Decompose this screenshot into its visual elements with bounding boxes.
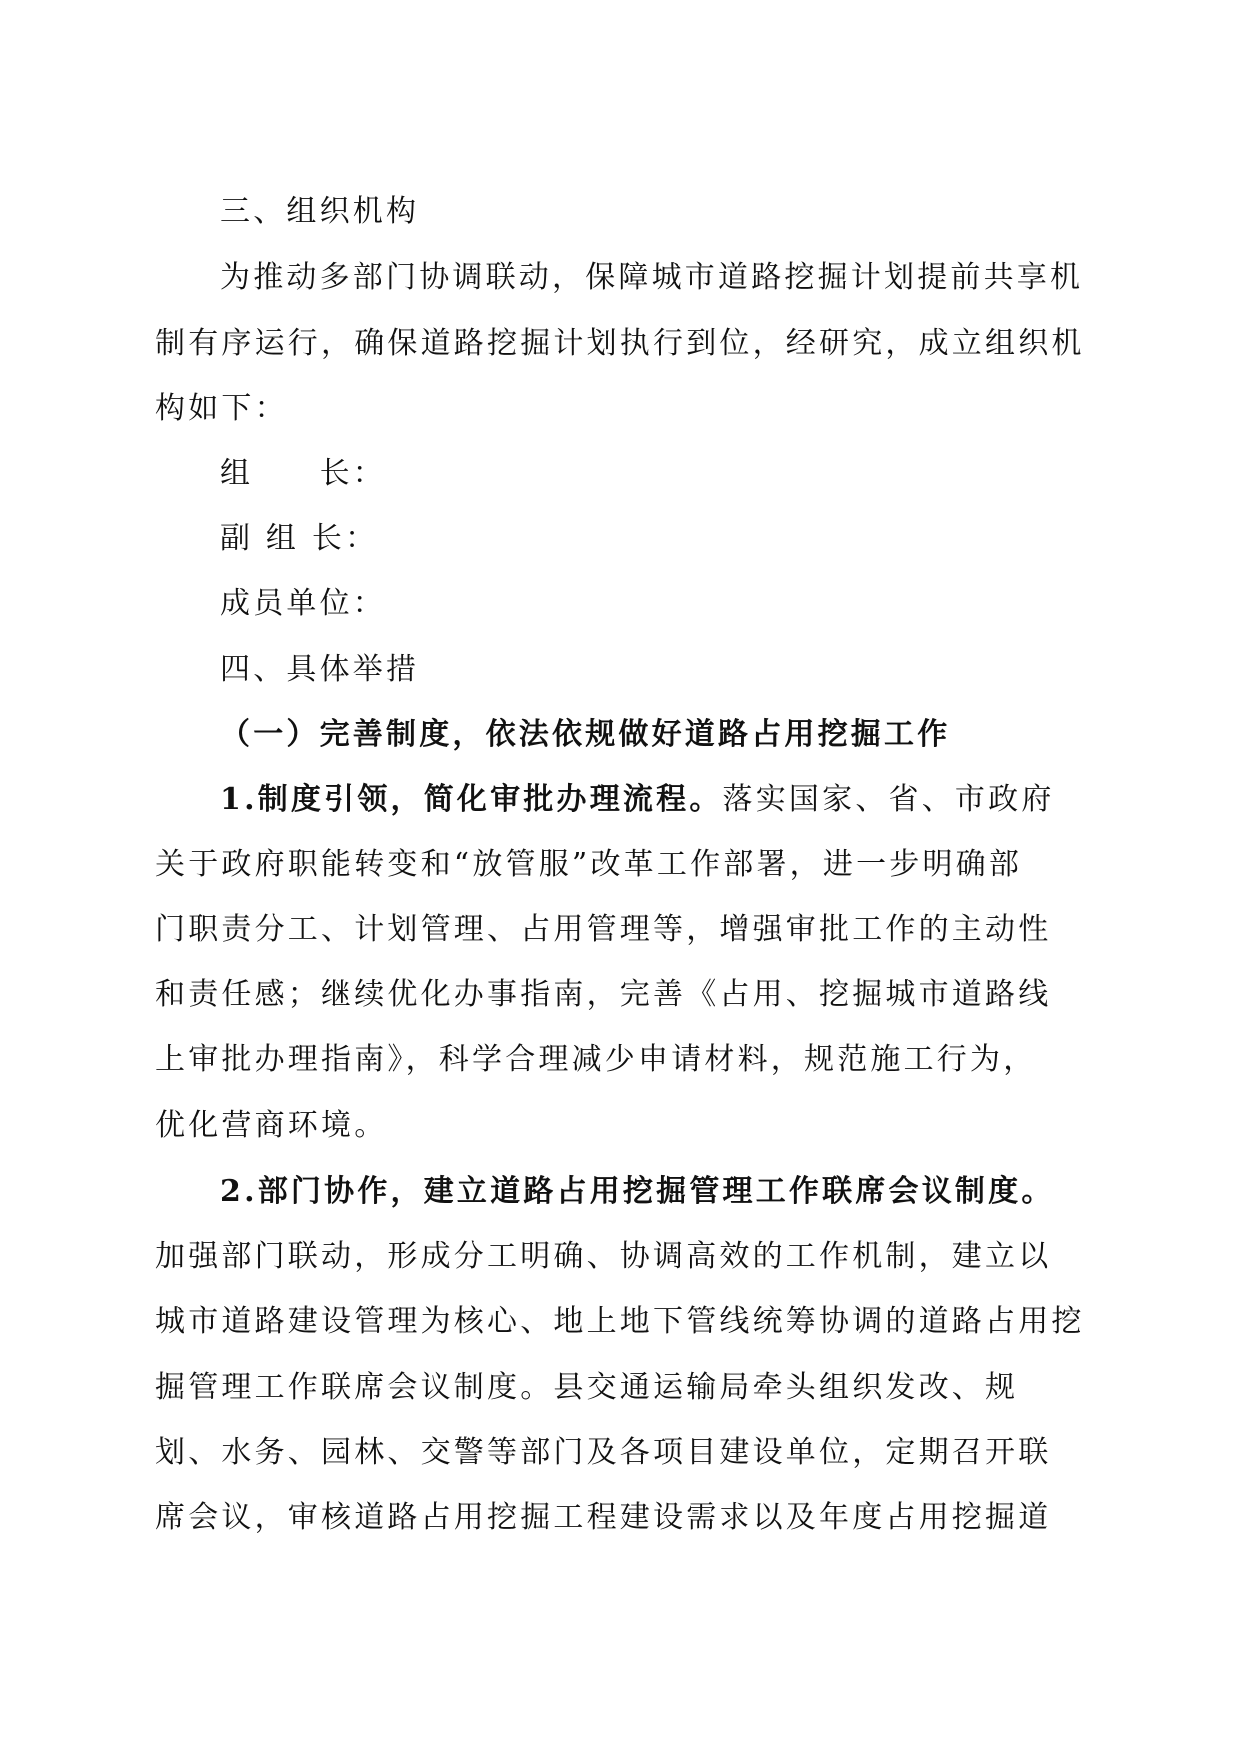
role-member-units: 成员单位： (220, 586, 386, 621)
item-1-line-5: 上审批办理指南》，科学合理减少申请材料，规范施工行为， (155, 1042, 1037, 1077)
role-leader: 组 长： (220, 456, 386, 491)
item-1-line-2: 关于政府职能转变和“放管服”改革工作部署，进一步明确部 (155, 847, 1023, 882)
item-1-line-4: 和责任感；继续优化办事指南，完善《占用、挖掘城市道路线 (155, 977, 1052, 1012)
role-deputy-leader: 副 组 长： (220, 521, 379, 556)
item-1-first-line-text: 落实国家、省、市政府 (722, 782, 1055, 817)
section-4-heading: 四、具体举措 (220, 652, 420, 687)
item-2-line-4: 掘管理工作联席会议制度。县交通运输局牵头组织发改、规 (155, 1370, 1019, 1405)
section-3-intro-line-1: 为推动多部门协调联动，保障城市道路挖掘计划提前共享机 (220, 260, 1084, 295)
item-2-line-6: 席会议，审核道路占用挖掘工程建设需求以及年度占用挖掘道 (155, 1500, 1052, 1535)
item-1-title: 1.制度引领，简化审批办理流程。 (220, 782, 723, 817)
section-3-heading: 三、组织机构 (220, 194, 420, 229)
item-1-line-3: 门职责分工、计划管理、占用管理等，增强审批工作的主动性 (155, 912, 1052, 947)
section-3-intro-line-3: 构如下： (155, 391, 288, 426)
item-2-line-5: 划、水务、园林、交警等部门及各项目建设单位，定期召开联 (155, 1435, 1052, 1470)
item-2-line-2: 加强部门联动，形成分工明确、协调高效的工作机制，建立以 (155, 1239, 1052, 1274)
item-2-title: 2.部门协作，建立道路占用挖掘管理工作联席会议制度。 (220, 1174, 1055, 1209)
section-3-intro-line-2: 制有序运行，确保道路挖掘计划执行到位，经研究，成立组织机 (155, 326, 1085, 361)
item-1-first-line (220, 780, 1055, 820)
item-2-line-3: 城市道路建设管理为核心、地上地下管线统筹协调的道路占用挖 (155, 1304, 1085, 1339)
subsection-1-heading: （一）完善制度，依法依规做好道路占用挖掘工作 (220, 717, 951, 752)
item-1-line-6: 优化营商环境。 (155, 1108, 388, 1143)
